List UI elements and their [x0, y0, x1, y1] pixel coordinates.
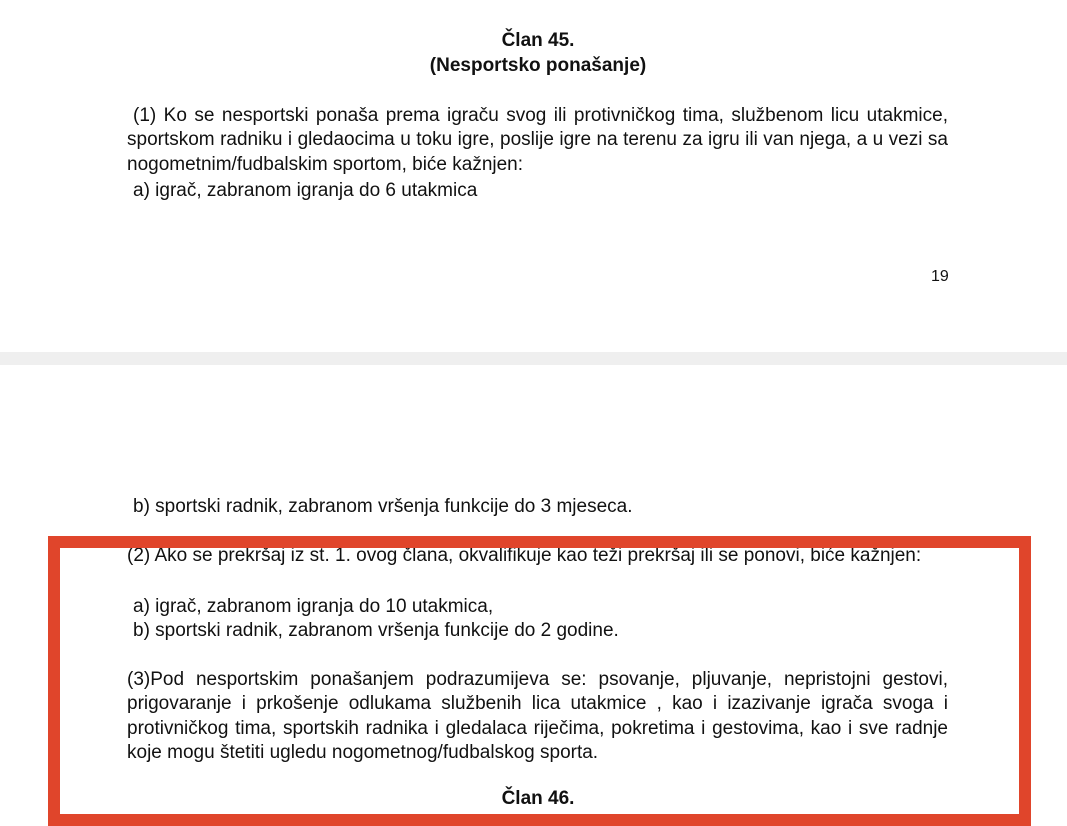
next-article-title: Član 46. — [501, 788, 575, 809]
paragraph-2: (2) Ako se prekršaj iz st. 1. ovog člana, okvalifikuje kao teži prekršaj ili se ponovi, biće kažnjen: — [127, 545, 922, 566]
paragraph-3: (3)Pod nesportskim ponašanjem podrazumijeva se: psovanje, pljuvanje, nepristojni gestovi, prigovaranje i prkošenje odlukama službenih lica utakmice , kao i izazivanje igrača svoga i protivničkog tima, sportskih radnika i gledalaca riječima, pokretima i gestovima, kao i sve radnje koje mogu štetiti ugledu nogometnog/fudbalskog sporta. — [127, 669, 948, 764]
document-page-top — [0, 0, 1067, 352]
paragraph-1: (1) Ko se nesportski ponaša prema igraču svog ili protivničkog tima, službenom licu utakmice, sportskom radniku i gledaocima u toku igre, poslije igre na terenu za igru ili van njega, a u vezi sa nogometnim/fudbalskim sportom, biće kažnjen: — [127, 105, 948, 175]
highlight-box — [48, 536, 1031, 826]
article-title: Član 45. — [501, 30, 575, 51]
page-number: 19 — [931, 268, 949, 285]
page-separator — [0, 352, 1067, 365]
paragraph-1-item-a: a) igrač, zabranom igranja do 6 utakmica — [133, 180, 478, 201]
paragraph-2-item-a: a) igrač, zabranom igranja do 10 utakmica, — [133, 596, 494, 617]
paragraph-2-item-b: b) sportski radnik, zabranom vršenja funkcije do 2 godine. — [133, 620, 619, 641]
paragraph-1-item-b: b) sportski radnik, zabranom vršenja funkcije do 3 mjeseca. — [133, 496, 633, 517]
article-subtitle: (Nesportsko ponašanje) — [429, 55, 647, 76]
